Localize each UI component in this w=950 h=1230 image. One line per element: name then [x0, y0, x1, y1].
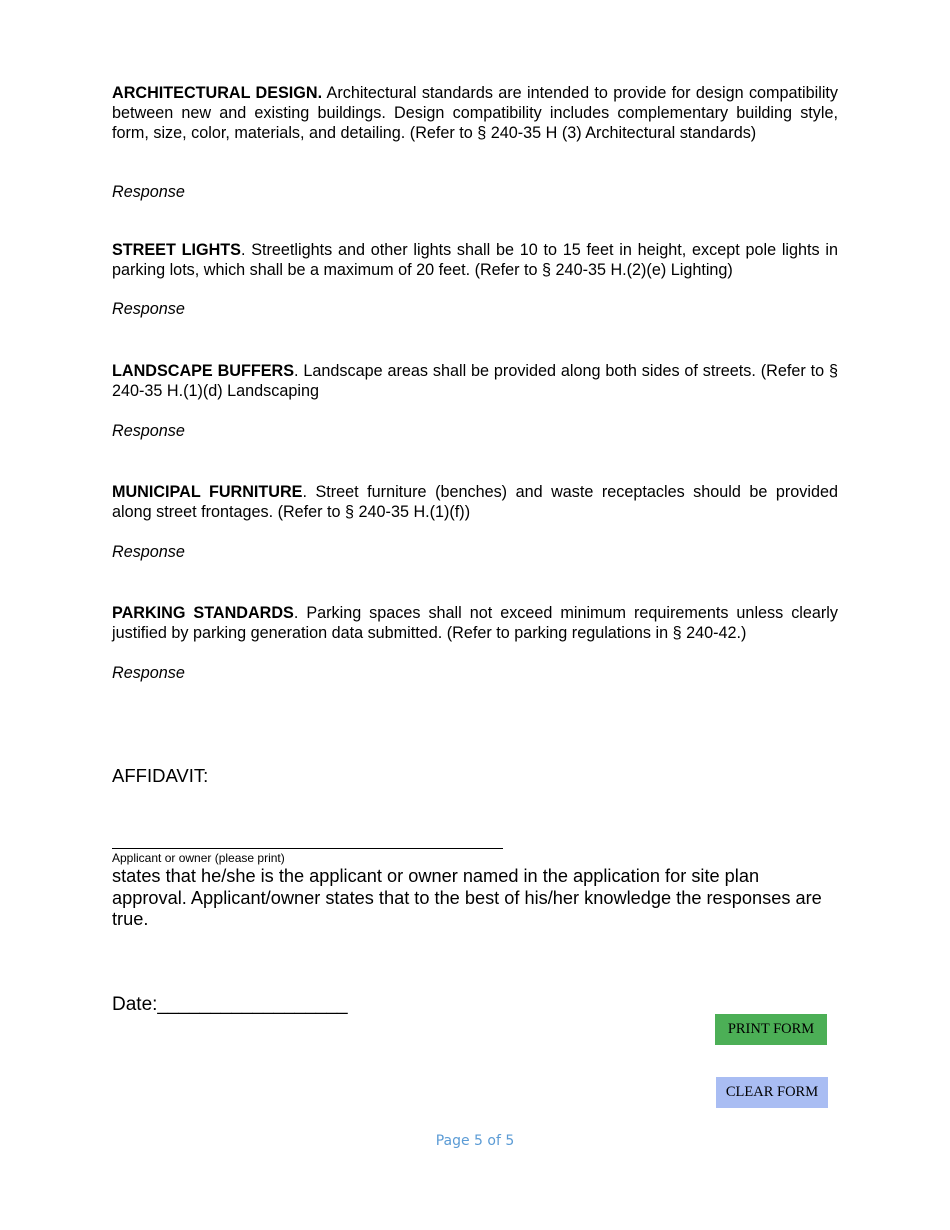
section-body: Architectural standards are intended to provide for design compatibility between new and existing buildings. Design compatibility includes complementary building style, form, size, color, materials, and detailing. (Refer to § 240-35 H (3) Architectural standards): [112, 84, 839, 142]
section-heading: PARKING STANDARDS: [112, 604, 294, 622]
section-heading: LANDSCAPE BUFFERS: [112, 362, 295, 380]
section-body: . Street furniture (benches) and waste receptacles should be provided along street frontages. (Refer to § 240-35 H.(1)(f)): [112, 483, 838, 521]
section-heading: MUNICIPAL FURNITURE: [112, 483, 303, 501]
affidavit-statement: states that he/she is the applicant or owner named in the application for site plan approval. Applicant/owner states that to the best of his/her knowledge the responses are true.: [112, 866, 822, 930]
date-field[interactable]: Date:__________________: [112, 994, 348, 1015]
section-landscape-buffers: [112, 362, 838, 402]
section-architectural-design: [112, 84, 838, 143]
section-body: . Landscape areas shall be provided along both sides of streets. (Refer to § 240-35 H.(1)(d) Landscaping: [112, 362, 838, 400]
print-form-button[interactable]: PRINT FORM: [715, 1014, 827, 1045]
section-heading: ARCHITECTURAL DESIGN.: [112, 84, 323, 102]
response-field[interactable]: Response: [112, 183, 185, 201]
section-parking-standards: [112, 604, 838, 644]
response-field[interactable]: Response: [112, 664, 185, 682]
response-field[interactable]: Response: [112, 300, 185, 318]
signature-caption: Applicant or owner (please print): [112, 851, 285, 865]
affidavit-title: AFFIDAVIT:: [112, 765, 209, 786]
signature-line-input[interactable]: [112, 848, 503, 849]
page-number: Page 5 of 5: [435, 1133, 515, 1149]
response-field[interactable]: Response: [112, 422, 185, 440]
section-heading: STREET LIGHTS: [112, 241, 241, 259]
section-body: . Streetlights and other lights shall be 10 to 15 feet in height, except pole lights in parking lots, which shall be a maximum of 20 feet. (Refer to § 240-35 H.(2)(e) Lighting): [112, 241, 838, 279]
section-street-lights: [112, 241, 838, 281]
clear-form-button[interactable]: CLEAR FORM: [716, 1077, 828, 1108]
section-municipal-furniture: [112, 483, 838, 523]
section-body: . Parking spaces shall not exceed minimum requirements unless clearly justified by parking generation data submitted. (Refer to parking regulations in § 240-42.): [112, 604, 838, 642]
response-field[interactable]: Response: [112, 543, 185, 561]
